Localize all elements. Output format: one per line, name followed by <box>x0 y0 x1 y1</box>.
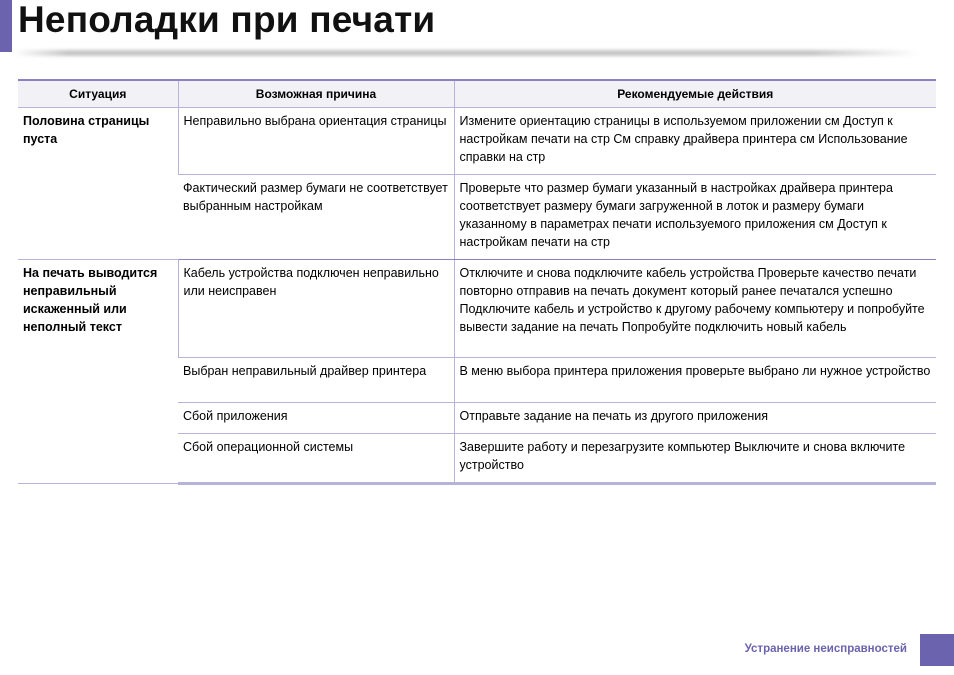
table-row <box>18 260 936 358</box>
header-situation: Ситуация <box>18 80 178 108</box>
cause-cell: Сбой приложения <box>178 403 454 434</box>
title-divider <box>14 50 919 56</box>
cause-cell: Кабель устройства подключен неправильно или неисправен <box>178 260 454 358</box>
cause-cell: Выбран неправильный драйвер принтера <box>178 358 454 403</box>
footer-section-link[interactable]: Устранение неисправностей <box>744 643 907 655</box>
table-header-row <box>18 80 936 108</box>
action-cell: Отключите и снова подключите кабель устройства Проверьте качество печати повторно отправив на печать документ который ранее печатался успешно Подключите кабель и устройство к другому рабочему компьютеру и попробуйте вывести задание на печать Попробуйте подключить новый кабель <box>454 260 936 358</box>
situation-cell: Половина страницы пуста <box>18 108 178 260</box>
action-cell: Измените ориентацию страницы в используемом приложении см Доступ к настройкам печати на стр См справку драйвера принтера см Использование справки на стр <box>454 108 936 175</box>
action-cell: Проверьте что размер бумаги указанный в настройках драйвера принтера соответствует размеру бумаги загруженной в лоток и размеру бумаги указанному в параметрах печати используемого приложения см Доступ к настройкам печати на стр <box>454 175 936 260</box>
action-cell: В меню выбора принтера приложения проверьте выбрано ли нужное устройство <box>454 358 936 403</box>
title-accent-bar <box>0 0 12 52</box>
header-cause: Возможная причина <box>178 80 454 108</box>
header-actions: Рекомендуемые действия <box>454 80 936 108</box>
troubleshooting-table <box>18 79 936 485</box>
cause-cell: Неправильно выбрана ориентация страницы <box>178 108 454 175</box>
cause-cell: Сбой операционной системы <box>178 434 454 484</box>
page-title: Неполадки при печати <box>18 0 436 40</box>
cause-cell: Фактический размер бумаги не соответствует выбранным настройкам <box>178 175 454 260</box>
action-cell: Завершите работу и перезагрузите компьютер Выключите и снова включите устройство <box>454 434 936 484</box>
situation-cell: На печать выводится неправильный искаженный или неполный текст <box>18 260 178 484</box>
footer-page-marker <box>920 634 954 666</box>
action-cell: Отправьте задание на печать из другого приложения <box>454 403 936 434</box>
table-row <box>18 108 936 175</box>
